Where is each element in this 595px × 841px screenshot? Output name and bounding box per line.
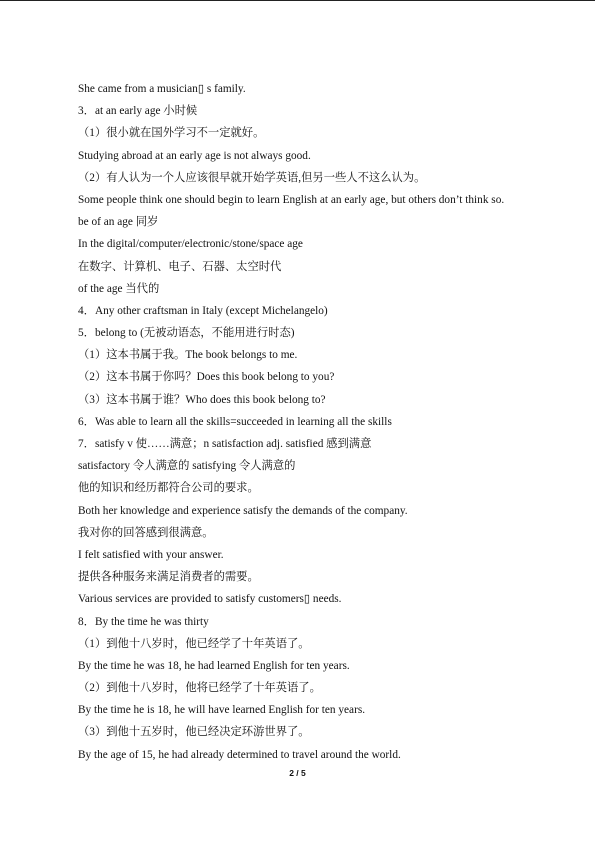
text-line: Both her knowledge and experience satisfy the demands of the company. (78, 504, 408, 517)
text-line: Studying abroad at an early age is not always good. (78, 149, 311, 162)
text-line: Some people think one should begin to learn English at an early age, but others don’t think so. (78, 193, 505, 206)
text-line: 7．satisfy v 使……满意；n satisfaction adj. satisfied 感到满意 (78, 438, 372, 450)
text-line: be of an age 同岁 (78, 216, 159, 229)
text-line: （3）到他十五岁时，他已经决定环游世界了。 (78, 726, 310, 739)
text-line: By the time he was 18, he had learned English for ten years. (78, 659, 350, 672)
text-line: （2）到他十八岁时，他将已经学了十年英语了。 (78, 682, 321, 695)
text-line: 3．at an early age 小时候 (78, 105, 198, 118)
text-line: （2）有人认为一个人应该很早就开始学英语,但另一些人不这么认为。 (78, 171, 426, 184)
text-line: By the age of 15, he had already determined to travel around the world. (78, 748, 401, 761)
text-line: satisfactory 令人满意的 satisfying 令人满意的 (78, 460, 296, 473)
text-line: （1）这本书属于我。The book belongs to me. (78, 349, 298, 362)
text-line: 他的知识和经历都符合公司的要求。 (78, 482, 259, 495)
text-line: I felt satisfied with your answer. (78, 548, 224, 561)
text-line: （1）到他十八岁时，他已经学了十年英语了。 (78, 637, 310, 650)
text-line: （3）这本书属于谁？Who does this book belong to? (78, 393, 326, 406)
text-line: 在数字、计算机、电子、石器、太空时代 (78, 260, 282, 273)
document-body (78, 78, 558, 766)
text-line: （1）很小就在国外学习不一定就好。 (78, 127, 265, 140)
text-line: 8．By the time he was thirty (78, 615, 209, 628)
page-number: 2 / 5 (289, 768, 306, 778)
text-line: 4．Any other craftsman in Italy (except Michelangelo) (78, 304, 328, 317)
text-line: 提供各种服务来满足消费者的需要。 (78, 571, 259, 584)
text-line: of the age 当代的 (78, 282, 160, 295)
text-line: She came from a musician▯ s family. (78, 83, 246, 95)
text-line: By the time he is 18, he will have learned English for ten years. (78, 704, 366, 717)
text-line: 6．Was able to learn all the skills=succeeded in learning all the skills (78, 415, 392, 428)
header-rule (0, 0, 595, 1)
text-line: 5．belong to (无被动语态，不能用进行时态) (78, 327, 295, 340)
text-line: In the digital/computer/electronic/stone/space age (78, 238, 303, 251)
text-line: Various services are provided to satisfy customers▯ needs. (78, 593, 342, 606)
text-line: 我对你的回答感到很满意。 (78, 526, 214, 539)
text-line: （2）这本书属于你吗？Does this book belong to you? (78, 371, 335, 384)
